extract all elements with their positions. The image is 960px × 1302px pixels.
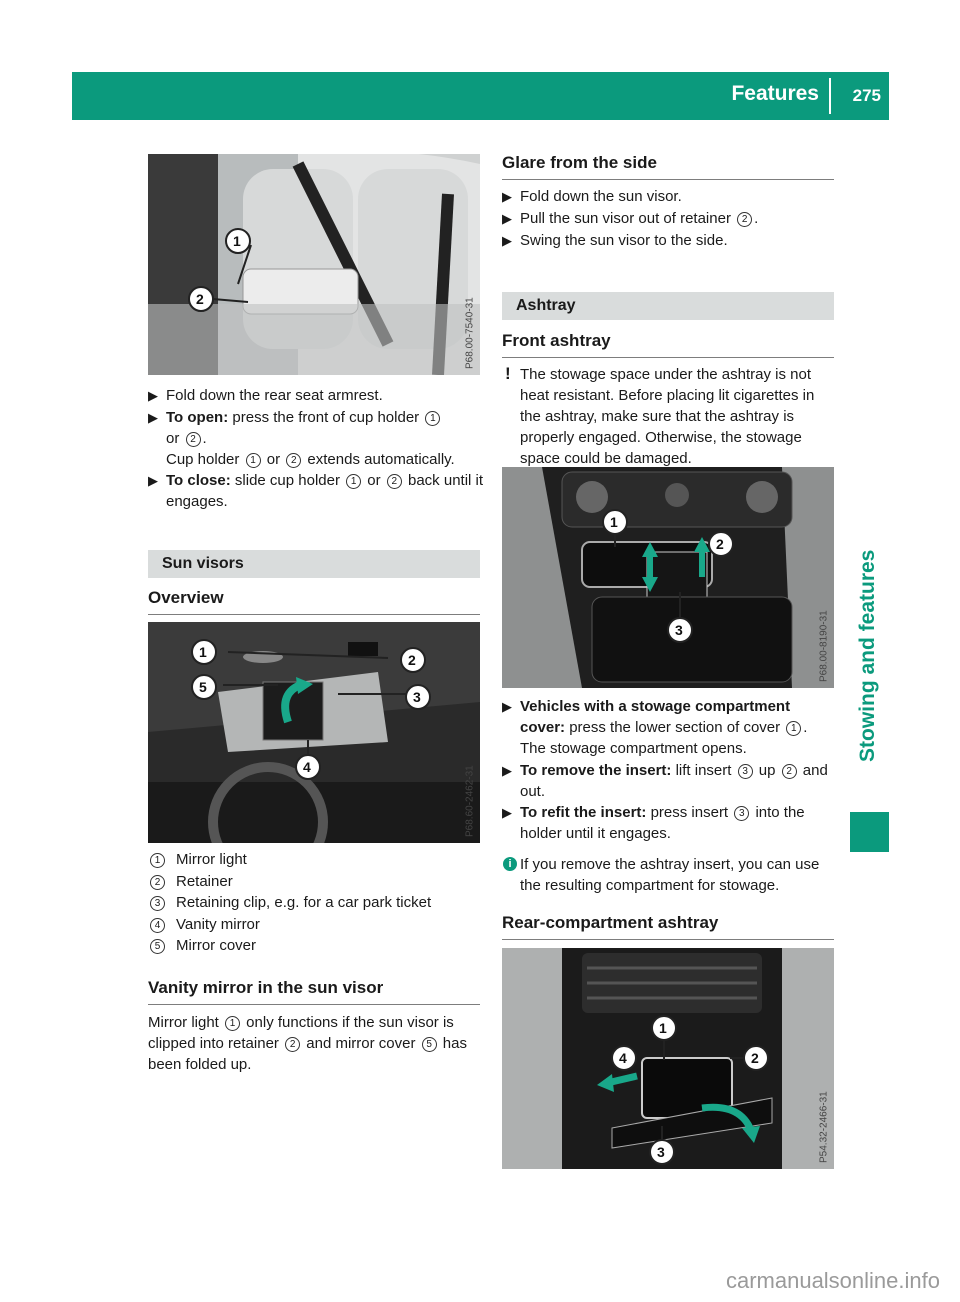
section-sun-visors: Sun visors: [148, 550, 480, 578]
legend-item: 2 Retainer: [148, 871, 480, 893]
photo-code: P68.60-2462-31: [465, 765, 476, 837]
photo-code: P54.32-2466-31: [819, 1091, 830, 1163]
page-header: [72, 72, 889, 120]
step-arrow-icon: ▶: [502, 211, 512, 226]
step-fold-armrest: ▶ Fold down the rear seat armrest.: [148, 387, 383, 404]
step-arrow-icon: ▶: [502, 699, 512, 714]
svg-text:3: 3: [657, 1144, 665, 1160]
info-text: If you remove the ashtray insert, you can use the resulting compartment for stowage.: [520, 856, 820, 894]
step-arrow-icon: ▶: [502, 233, 512, 248]
step-pull-visor: ▶ Pull the sun visor out of retainer 2 .: [502, 210, 759, 227]
legend-item: 4 Vanity mirror: [148, 914, 480, 936]
step-fold-visor: ▶ Fold down the sun visor.: [502, 188, 682, 205]
sun-visor-photo: [148, 622, 480, 843]
svg-text:4: 4: [303, 759, 311, 775]
svg-text:1: 1: [610, 514, 618, 530]
photo-code: P68.00-7540-31: [465, 297, 476, 369]
step-arrow-icon: ▶: [502, 189, 512, 204]
warning-icon: !: [505, 364, 511, 383]
svg-text:2: 2: [751, 1050, 759, 1066]
heading-overview: Overview: [148, 588, 480, 615]
legend-item: 5 Mirror cover: [148, 935, 480, 957]
heading-glare: Glare from the side: [502, 153, 834, 180]
svg-text:1: 1: [199, 644, 207, 660]
watermark: carmanualsonline.info: [725, 1268, 940, 1293]
svg-text:3: 3: [675, 622, 683, 638]
sun-visor-legend: [148, 849, 480, 957]
step-arrow-icon: ▶: [502, 763, 512, 778]
step-close-cup-holder: ▶ To close: slide cup holder 1 or 2 back until it engages.: [148, 472, 484, 510]
step-arrow-icon: ▶: [148, 473, 158, 488]
svg-text:3: 3: [413, 689, 421, 705]
heading-rear-ashtray: Rear-compartment ashtray: [502, 913, 834, 940]
front-ashtray-photo: [502, 467, 834, 688]
warning-text: The stowage space under the ashtray is not heat resistant. Before placing lit cigarettes in the ashtray, make sure that the ashtray is properly engaged. Otherwise, the stowage space could be damaged.: [520, 366, 815, 467]
chapter-tab: [850, 132, 889, 782]
rear-ashtray-photo: [502, 948, 834, 1169]
legend-item: 1 Mirror light: [148, 849, 480, 871]
step-arrow-icon: ▶: [148, 388, 158, 403]
chapter-label: Stowing and features: [856, 549, 879, 762]
photo-code: P68.00-8190-31: [819, 610, 830, 682]
rear-armrest-photo: [148, 154, 480, 375]
page-number: 275: [852, 86, 881, 105]
step-open-cup-holder: ▶ To open: press the front of cup holder 1 or 2 . Cup holder 1 or 2 extends automatically.: [148, 409, 455, 468]
step-remove-insert: ▶ To remove the insert: lift insert 3 up 2 and out.: [502, 762, 828, 800]
svg-text:2: 2: [716, 536, 724, 552]
heading-vanity-mirror: Vanity mirror in the sun visor: [148, 978, 480, 1005]
svg-text:4: 4: [619, 1050, 627, 1066]
heading-front-ashtray: Front ashtray: [502, 331, 834, 358]
legend-item: 3 Retaining clip, e.g. for a car park ticket: [148, 892, 480, 914]
svg-text:1: 1: [659, 1020, 667, 1036]
step-swing-visor: ▶ Swing the sun visor to the side.: [502, 232, 728, 249]
svg-text:1: 1: [233, 233, 241, 249]
section-ashtray: Ashtray: [502, 292, 834, 320]
chapter-marker: [850, 812, 889, 852]
svg-text:2: 2: [408, 652, 416, 668]
vanity-mirror-text: Mirror light 1 only functions if the sun visor is clipped into retainer 2 and mirror cover 5 has been folded up.: [148, 1014, 467, 1073]
step-arrow-icon: ▶: [148, 410, 158, 425]
header-title: Features: [731, 82, 819, 105]
step-arrow-icon: ▶: [502, 805, 512, 820]
step-refit-insert: ▶ To refit the insert: press insert 3 into the holder until it engages.: [502, 804, 805, 842]
step-open-stowage: ▶ Vehicles with a stowage compartment cover: press the lower section of cover 1 . The stowage compartment opens.: [502, 698, 808, 757]
svg-text:5: 5: [199, 679, 207, 695]
info-icon: i: [503, 857, 517, 871]
header-separator: [829, 78, 831, 114]
svg-text:2: 2: [196, 291, 204, 307]
